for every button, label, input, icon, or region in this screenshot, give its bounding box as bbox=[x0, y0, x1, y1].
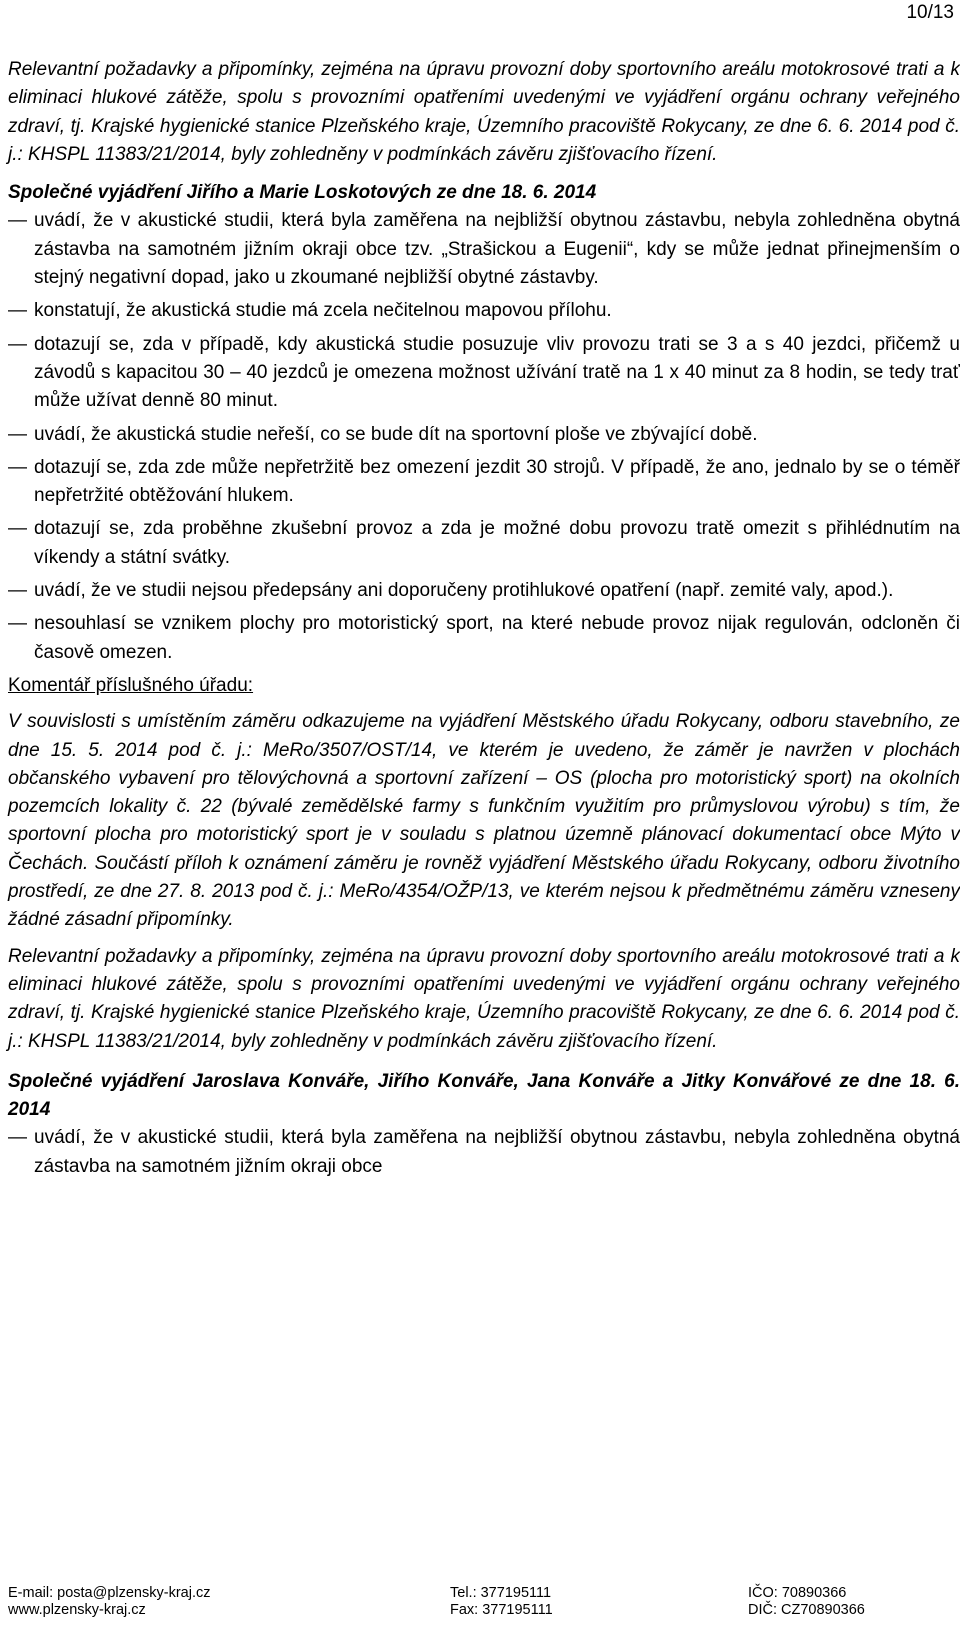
list-item: — uvádí, že akustická studie neřeší, co se bude dít na sportovní ploše ve zbývající době. bbox=[8, 421, 960, 449]
page-number: 10/13 bbox=[906, 2, 954, 23]
footer-row-2 bbox=[8, 1602, 960, 1619]
comment-text: V souvislosti s umístěním záměru odkazujeme na vyjádření Městského úřadu Rokycany, odboru stavebního, ze dne 15. 5. 2014 pod č. j.: MeRo/3507/OST/14, ve kterém je uvedeno, že záměr je navržen v plochách občanského vybavení pro tělovýchovná a sportovní zařízení – OS (plocha pro motoristický sport) na okolních pozemcích lokality č. 22 (bývalé zemědělské farmy s funkčním využitím pro průmyslovou výrobu) s tím, že sportovní plocha pro motoristický sport je v souladu s platnou územně plánovací dokumentací obce Mýto v Čechách. Součástí příloh k oznámení záměru je rovněž vyjádření Městského úřadu Rokycany, odboru životního prostředí, ze dne 27. 8. 2013 pod č. j.: MeRo/4354/OŽP/13, ve kterém nejsou k předmětnému záměru vzneseny žádné zásadní připomínky. bbox=[8, 711, 960, 931]
page-footer bbox=[8, 1585, 960, 1619]
list-item: — uvádí, že v akustické studii, která byla zaměřena na nejbližší obytnou zástavbu, nebyla zohledněna obytná zástavba na samotném jižním okraji obce tzv. „Strašickou a Eugenii“, kdy se může jednat přinejmenším o stejný negativní dopad, jako u zkoumané nejbližší obytné zástavby. bbox=[8, 207, 960, 292]
footer-dic: DIČ: CZ70890366 bbox=[748, 1602, 865, 1618]
objection-list-konvar bbox=[8, 1124, 960, 1181]
list-item: — dotazují se, zda proběhne zkušební provoz a zda je možné dobu provozu tratě omezit s přihlédnutím na víkendy a státní svátky. bbox=[8, 515, 960, 572]
section-heading-loskot: Společné vyjádření Jiřího a Marie Loskotových ze dne 18. 6. 2014 bbox=[8, 182, 597, 204]
list-item: — konstatují, že akustická studie má zcela nečitelnou mapovou přílohu. bbox=[8, 297, 960, 325]
list-item: — dotazují se, zda v případě, kdy akustická studie posuzuje vliv provozu trati se 3 a s 40 jezdci, přičemž u závodů s kapacitou 30 – 40 jezdců je omezena možnost užívání tratě na 1 x 40 minut za 8 hodin, se tedy trať může užívat denně 80 minut. bbox=[8, 331, 960, 416]
objection-list-loskot bbox=[8, 207, 960, 666]
list-item: — dotazují se, zda zde může nepřetržitě bez omezení jezdit 30 strojů. V případě, že ano, jednalo by se o téměř nepřetržité obtěžování hlukem. bbox=[8, 454, 960, 511]
footer-fax: Fax: 377195111 bbox=[450, 1602, 553, 1618]
footer-email: E-mail: posta@plzensky-kraj.cz bbox=[8, 1585, 211, 1601]
paragraph-relevant-requirements-1: Relevantní požadavky a připomínky, zejména na úpravu provozní doby sportovního areálu motokrosové trati a k eliminaci hlukové zátěže, spolu s provozními opatřeními uvedenými ve vyjádření orgánu ochrany veřejného zdraví, tj. Krajské hygienické stanice Plzeňského kraje, Územního pracoviště Rokycany, ze dne 6. 6. 2014 pod č. j.: KHSPL 11383/21/2014, byly zohledněny v podmínkách závěru zjišťovacího řízení. bbox=[8, 59, 960, 165]
paragraph-relevant-requirements-2: Relevantní požadavky a připomínky, zejména na úpravu provozní doby sportovního areálu motokrosové trati a k eliminaci hlukové zátěže, spolu s provozními opatřeními uvedenými ve vyjádření orgánu ochrany veřejného zdraví, tj. Krajské hygienické stanice Plzeňského kraje, Územního pracoviště Rokycany, ze dne 6. 6. 2014 pod č. j.: KHSPL 11383/21/2014, byly zohledněny v podmínkách závěru zjišťovacího řízení. bbox=[8, 945, 960, 1052]
document-body bbox=[8, 56, 960, 1186]
footer-row-1 bbox=[8, 1585, 960, 1602]
list-item: — uvádí, že v akustické studii, která byla zaměřena na nejbližší obytnou zástavbu, nebyla zohledněna obytná zástavba na samotném jižním okraji obce bbox=[8, 1124, 960, 1181]
section-heading-konvar: Společné vyjádření Jaroslava Konváře, Jiřího Konváře, Jana Konváře a Jitky Konvářové ze dne 18. 6. 2014 bbox=[8, 1070, 960, 1121]
list-item: — nesouhlasí se vznikem plochy pro motoristický sport, na které nebude provoz nijak regulován, odcloněn či časově omezen. bbox=[8, 610, 960, 667]
footer-tel: Tel.: 377195111 bbox=[450, 1585, 552, 1601]
comment-label: Komentář příslušného úřadu: bbox=[8, 674, 254, 696]
footer-web: www.plzensky-kraj.cz bbox=[8, 1602, 146, 1618]
list-item: — uvádí, že ve studii nejsou předepsány ani doporučeny protihlukové opatření (např. zemité valy, apod.). bbox=[8, 577, 960, 605]
footer-ico: IČO: 70890366 bbox=[748, 1585, 847, 1601]
